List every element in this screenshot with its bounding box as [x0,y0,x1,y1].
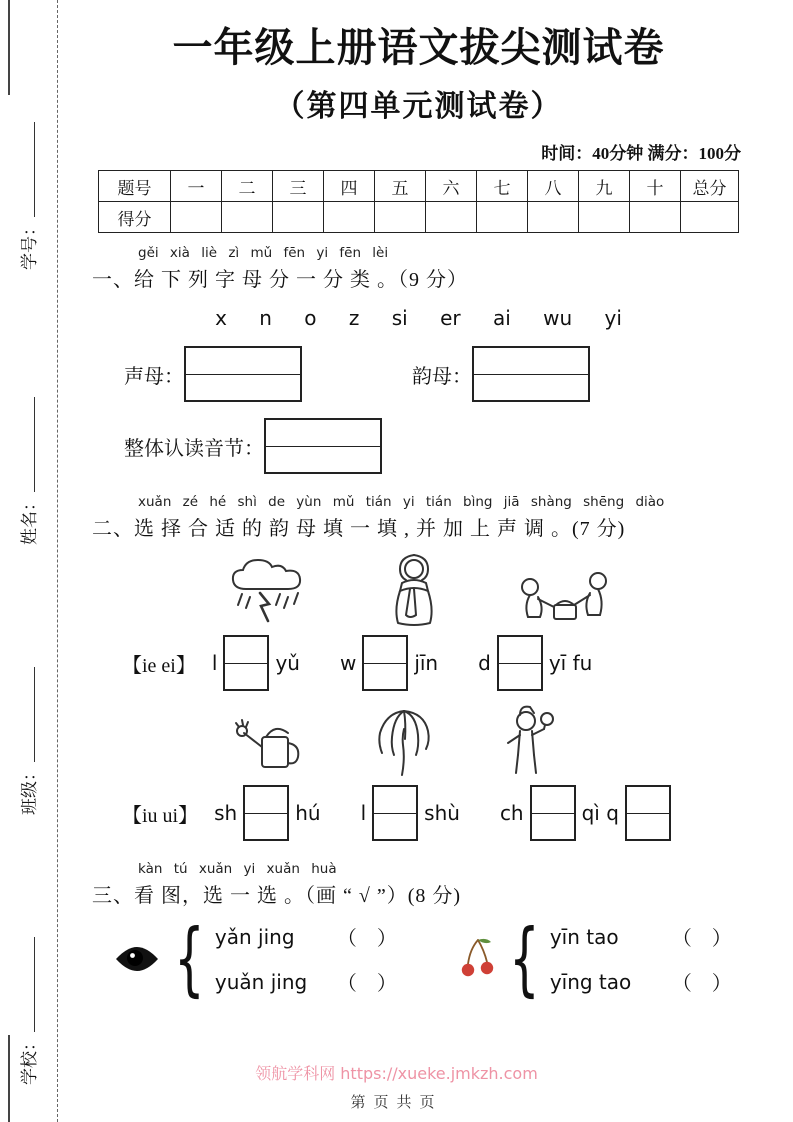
sidebar-class [15,635,37,815]
answer-box[interactable] [530,785,576,841]
q3-option-paren[interactable]: （ ） [671,928,732,950]
balloon-child-icon [500,703,554,777]
score-label-cell: 得分 [99,202,171,233]
time-score-meta: 时间：40分钟 满分：100分 [541,144,741,163]
score-input-cell[interactable] [375,202,426,233]
brace-glyph: { [509,912,540,1005]
score-header-cell: 五 [375,171,426,202]
shengmu-answer-box[interactable] [184,346,302,402]
sidebar-student-id [15,90,37,270]
q3-option-label: yuǎn jing [214,969,308,994]
yunmu-label: 韵母： [412,365,472,388]
fold-dashed-line [57,0,58,1122]
page-title: 一年级上册语文拔尖测试卷 [172,26,665,70]
willow-tree-icon [368,703,438,777]
q2-item-pre: ch [499,801,524,825]
q2-title: 二、选 择 合 适 的 韵 母 填 一 填 , 并 加 上 声 调 。(7 分) [92,518,626,540]
score-input-cell[interactable] [579,202,630,233]
q2-item-pre: sh [214,801,238,825]
q3-title: 三、看 图，选 一 选 。（画 “ √ ”）(8 分) [92,885,462,907]
left-edge-line-top [8,0,10,95]
class-label: 班级： [20,764,39,815]
answer-box[interactable] [362,635,408,691]
eye-icon [114,945,160,973]
name-label: 姓名： [20,494,39,545]
q3-option-paren[interactable]: （ ） [671,973,732,995]
score-header-cell: 八 [528,171,579,202]
score-header-cell: 题号 [99,171,171,202]
q2-group2-label: 【iu ui】 [122,804,199,827]
q2-item-post: shù [424,801,460,825]
question-1 [92,245,745,474]
score-header-cell: 九 [579,171,630,202]
score-header-cell: 十 [630,171,681,202]
score-input-cell[interactable] [477,202,528,233]
sidebar-name [15,365,37,545]
q2-item-post: jīn [414,651,439,675]
q3-option-label: yǎn jing [214,924,295,949]
q2-item-post: yǔ [275,651,300,675]
footer-page-number: 第页共页 [350,1095,443,1111]
score-header-cell: 总分 [681,171,739,202]
q3-options [215,922,397,996]
q3-option[interactable] [215,922,397,951]
student-id-label: 学号： [20,219,39,270]
score-input-cell[interactable] [273,202,324,233]
q3-option[interactable] [215,967,397,996]
cherry-icon [461,937,495,981]
score-table [98,170,739,233]
q3-options-row [114,912,745,1005]
answer-box[interactable] [625,785,671,841]
question-3 [92,861,745,1005]
score-table-score-row [99,202,739,233]
score-input-cell[interactable] [171,202,222,233]
q2-item-pre: l [360,801,367,825]
q2-item-pre: l [211,651,218,675]
q2-item-post: hú [295,801,321,825]
score-header-cell: 七 [477,171,528,202]
school-blank[interactable] [21,937,35,1032]
student-id-blank[interactable] [21,122,35,217]
brace-glyph: { [174,912,205,1005]
q3-option-paren[interactable]: （ ） [336,973,397,995]
paper-content [92,16,745,1005]
score-header-cell: 一 [171,171,222,202]
q1-letters: x n o z si er ai wu yi [215,306,622,330]
answer-box[interactable] [223,635,269,691]
shengmu-label: 声母： [124,365,184,388]
q3-option[interactable] [550,922,732,951]
yunmu-answer-box[interactable] [472,346,590,402]
zhengti-label: 整体认读音节： [124,437,264,460]
q2-item-pre: w [339,651,357,675]
q1-pinyin: gěi xià liè zì mǔ fēn yi fēn lèi [138,245,389,261]
score-header-cell: 四 [324,171,375,202]
score-input-cell[interactable] [630,202,681,233]
score-input-cell[interactable] [222,202,273,233]
q3-option-label: yīng tao [549,969,632,994]
q3-option[interactable] [550,967,732,996]
score-header-cell: 六 [426,171,477,202]
q1-title: 一、给 下 列 字 母 分 一 分 类 。（9 分） [92,269,468,291]
q2-answer-row-1 [122,635,745,691]
score-input-cell[interactable] [324,202,375,233]
answer-box[interactable] [372,785,418,841]
answer-box[interactable] [497,635,543,691]
q3-group-eye [114,912,397,1005]
score-input-cell[interactable] [681,202,739,233]
storm-cloud-icon [222,553,314,627]
q2-image-row-1 [222,551,745,627]
q2-group1-label: 【ie ei】 [122,654,196,677]
q2-item-post: yī fu [548,651,593,675]
zhengti-answer-box[interactable] [264,418,382,474]
q1-fill-row-2 [124,418,745,474]
score-header-cell: 二 [222,171,273,202]
watering-can-icon [232,715,306,777]
q3-options [550,922,732,996]
q2-item-pre: d [478,651,491,675]
answer-box[interactable] [243,785,289,841]
folding-clothes-icon [514,565,614,627]
scarf-person-icon [384,551,444,627]
q2-item-post: qì q [581,801,619,825]
question-2 [92,494,745,841]
q2-item [340,635,438,691]
q2-answer-row-2 [122,785,745,841]
class-blank[interactable] [21,667,35,762]
sidebar-school [15,905,37,1085]
q3-option-paren[interactable]: （ ） [336,928,397,950]
score-input-cell[interactable] [426,202,477,233]
score-input-cell[interactable] [528,202,579,233]
q2-item [214,785,320,841]
score-table-header-row [99,171,739,202]
q1-fill-row-1 [124,346,745,402]
name-blank[interactable] [21,397,35,492]
q3-option-label: yīn tao [549,924,619,949]
q2-item [500,785,677,841]
score-header-cell: 三 [273,171,324,202]
q2-item [478,635,592,691]
q3-pinyin: kàn tú xuǎn yi xuǎn huà [138,861,337,877]
q2-pinyin: xuǎn zé hé shì de yùn mǔ tián yi tián bìng jiā shàng shēng diào [138,494,665,510]
q2-item [212,635,300,691]
q2-item [361,785,460,841]
footer-watermark: 领航学科网 https://xueke.jmkzh.com [255,1064,538,1083]
school-label: 学校： [20,1034,39,1085]
page-subtitle: （第四单元测试卷） [274,90,563,123]
q3-group-cherry [461,912,732,1005]
q2-image-row-2 [232,703,745,777]
